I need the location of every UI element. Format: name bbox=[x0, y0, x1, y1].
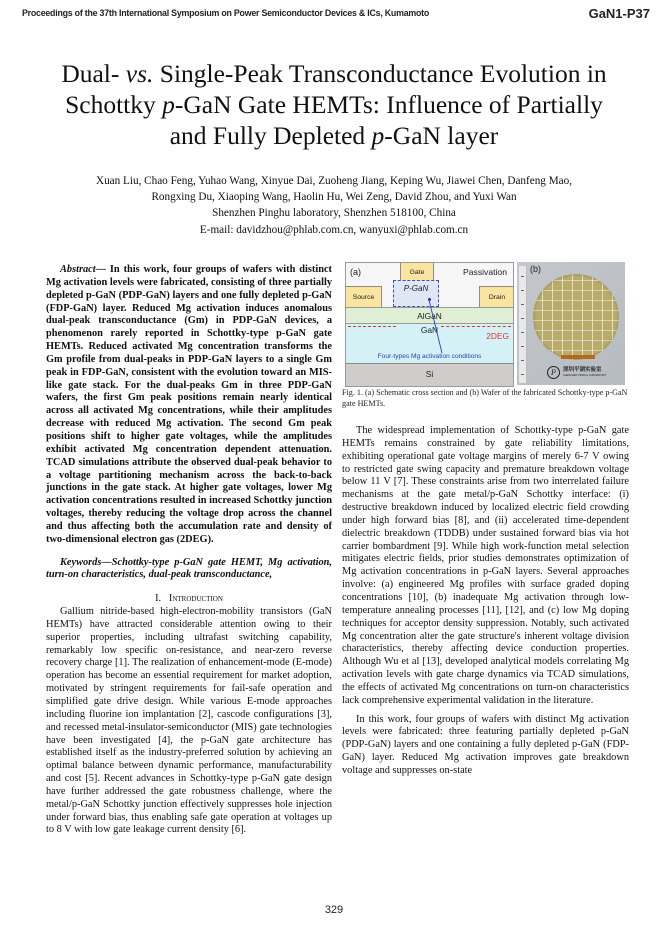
author-list-line1: Xuan Liu, Chao Feng, Yuhao Wang, Xinyue Dai, Zuoheng Jiang, Keping Wu, Jiawei Chen, Danfeng Mao, bbox=[96, 175, 572, 187]
pinghu-logo-icon: P bbox=[547, 366, 560, 379]
email: E-mail: davidzhou@phlab.com.cn, wanyuxi@phlab.com.cn bbox=[199, 223, 469, 236]
running-header: Proceedings of the 37th International Symposium on Power Semiconductor Devices & ICs, Kumamoto bbox=[22, 8, 430, 19]
keywords: Keywords—Schottky-type p-GaN gate HEMT, Mg activation, turn-on characteristics, dual-peak transconductance, bbox=[46, 556, 332, 581]
source-metal: Source bbox=[345, 286, 382, 308]
paper-title: Dual- vs. Single-Peak Transconductance Evolution in Schottky p-GaN Gate HEMTs: Influence of Partially and Fully Depleted p-GaN layer bbox=[61, 59, 607, 150]
panel-a-label: (a) bbox=[350, 267, 361, 277]
intro-paragraph-2: The widespread implementation of Schottky-type p-GaN gate HEMTs remains constrained by gate reliability limitations, exhibiting operational gate voltage margins of merely 6-7 V owing to restricted gate swing capacity and premature breakdown voltage below 11 V [7]. These constraints arise from two interrelated failure mechanisms at the gate metal/p-GaN Schottky interface: (i) destructive breakdown induced by localized electric field crowding under high forward bias [8], and (ii) accelerated time-dependent dielectric breakdown (TDDB) under sustained forward bias via hot carrier bombardment [9]. While high work-function metal selection mitigates electric fields, prior studies demonstrates optimization of Mg activation concentrations in p-GaN layers. Several approaches involve: (a) engineered Mg profiles with surface graded doping concentrations [10], (b) inadequate Mg activation through low-temperature annealing processes [11], [12], and (c) low Mg doping techniques for acceptor density suppression. Notably, such activated Mg concentration alter the gate structure's inherent voltage division characteristics, thereby affecting device conduction properties. Although Wu et al [13], developed analytical models correlating Mg activation levels with gate charge dynamics via TCAD simulations, the effects of activated Mg concentrations on turn-on characteristics lack comprehensive experimental validation in the literature. bbox=[342, 425, 629, 706]
paper-id: GaN1-P37 bbox=[588, 6, 650, 21]
2deg-label: 2DEG bbox=[486, 331, 509, 341]
panel-b-label: (b) bbox=[530, 264, 541, 274]
abstract-text: — In this work, four groups of wafers with distinct Mg activation levels were fabricated, consisting of three partially depleted p-GaN (PDP-GaN) layers and one fully depleted p-GaN (FDP-GaN) layer. Reduced Mg activation induces anomalous dual-peak transconductance (Gm) in PDP-GaN devices, a phenomenon rarely reported in Schottky-type p-GaN gate HEMTs. Reduced activated Mg concentration transforms the Gm profile from dual-peaks in PDP-GaN layers to a single Gm peak in FDP-GaN, consistent with the evolution toward an MIS-like gate stack. For the dual-peaks Gm in three PDP-GaN wafers, the first Gm peak positions remain nearly identical across all activated Mg concentrations, while their amplitudes decrease with reduced Mg activation. The second Gm peak positions shift to higher gate voltages, while the amplitudes exhibit activated Mg concentration dependent attenuation. TCAD simulations attribute the observed dual-peak behavior to a voltage partitioning mechanism across the back-to-back junctions in the gate stack. At higher gate voltages, lower Mg activation concentrations resulted in increased Schottky junction voltages, thereby reducing the voltage drop across the channel and thus affecting both the accumulation rate and density of two-dimensional electron gas (2DEG). bbox=[46, 264, 332, 545]
wafer-flat bbox=[561, 355, 595, 359]
intro-paragraph-1: Gallium nitride-based high-electron-mobility transistors (GaN HEMTs) have attracted considerable attention owing to their superior properties, including ultrafast switching capability, remarkably low specific on-resistance, and near-zero reverse recovery charge [1]. The realization of enhancement-mode (E-mode) operation has become an essential requirement for market adoption, motivated by stringent requirements for fail-safe operation and simplified gate drive design. While various E-mode approaches including fluorine ion implantation [2], cascode configurations [3], and recessed metal-insulator-semiconductor (MIS) gate technologies have been investigated [4], the p-GaN gate architecture has established itself as the industry-preferred solution by achieving an optimal balance between dynamic performance, manufacturability and cost [5]. Recent advances in Schottky-type p-GaN gate design have further addressed the gate robustness challenge, where the metal/p-GaN Schottky junction effectively suppresses hole injection under forward bias, thus enabling safe gate operation at voltages up to 8 V with low gate leakage current density [6]. bbox=[46, 606, 332, 836]
author-block bbox=[0, 173, 668, 238]
abstract-label: Abstract bbox=[60, 264, 96, 275]
ruler bbox=[519, 266, 527, 383]
right-column bbox=[342, 425, 629, 778]
figure-1b-wafer-photo bbox=[517, 262, 625, 385]
algan-layer: AlGaN bbox=[346, 307, 513, 324]
passivation-label: Passivation bbox=[463, 267, 507, 277]
affiliation: Shenzhen Pinghu laboratory, Shenzhen 518100, China bbox=[212, 207, 456, 220]
section-heading-introduction: I. Introduction bbox=[155, 593, 223, 605]
mg-activation-annotation: Four-types Mg activation conditions bbox=[377, 353, 482, 360]
author-list-line2: Rongxing Du, Xiaoping Wang, Haolin Hu, Wei Zeng, David Zhou, and Yuxi Wan bbox=[151, 191, 517, 204]
gan-layer: GaN bbox=[346, 323, 513, 364]
si-substrate: Si bbox=[346, 363, 513, 387]
figure-1a-schematic bbox=[345, 262, 514, 387]
left-column bbox=[46, 264, 332, 837]
pgan-layer: P-GaN bbox=[393, 280, 439, 307]
wafer bbox=[533, 274, 619, 360]
abstract bbox=[46, 264, 332, 547]
page-number: 329 bbox=[324, 904, 344, 916]
drain-metal: Drain bbox=[479, 286, 514, 308]
gate-metal: Gate bbox=[400, 262, 434, 282]
intro-paragraph-3: In this work, four groups of wafers with distinct Mg activation levels were fabricated: three featuring partially depleted p-GaN (PDP-GaN) layers and one containing a fully depleted p-GaN (FDP-GaN) layer. Reduced Mg activation improves gate breakdown voltage and suppresses on-state bbox=[342, 713, 629, 776]
lab-logo: P 深圳平湖实验室 SHENZHEN PINGHU LABORATORY bbox=[547, 366, 606, 379]
figure-1-caption: Fig. 1. (a) Schematic cross section and (b) Wafer of the fabricated Schottky-type p-GaN gate HEMTs. bbox=[342, 388, 628, 408]
